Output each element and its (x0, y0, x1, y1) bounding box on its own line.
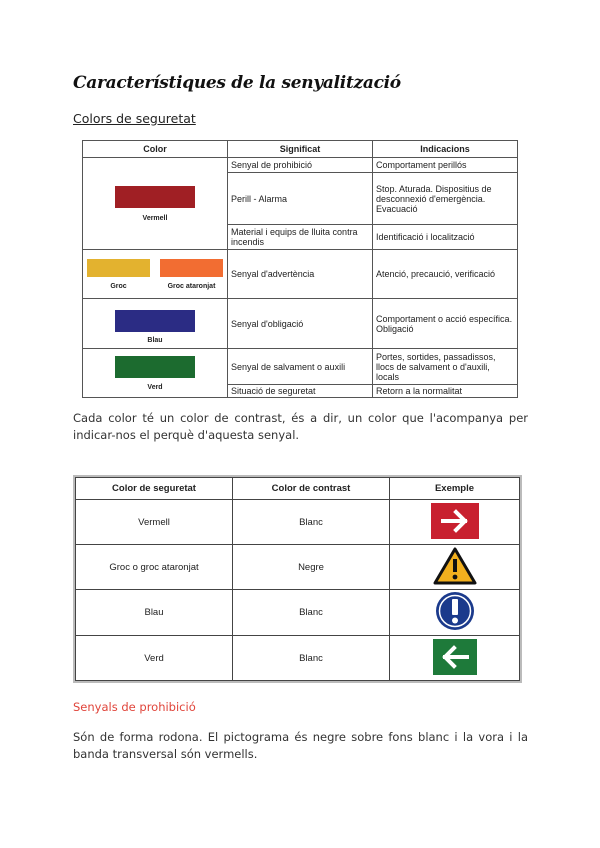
table-cell: Comportament perillós (373, 158, 518, 173)
table-cell: Atenció, precaució, verificació (373, 250, 518, 299)
table-cell: Groc o groc ataronjat (76, 545, 233, 590)
color-cell-blue (83, 299, 228, 349)
table-cell: Verd (76, 636, 233, 681)
color-label: Groc ataronjat (167, 282, 216, 290)
table-cell: Senyal de salvament o auxili (228, 349, 373, 385)
prohibition-paragraph: Són de forma rodona. El pictograma és negre sobre fons blanc i la vora i la banda transversal són vermells. (73, 730, 528, 761)
yellow-swatch (87, 259, 150, 277)
table-cell: Comportament o acció específica. Obligació (373, 299, 518, 349)
warning-triangle-icon (433, 547, 477, 585)
table-cell: Senyal de prohibició (228, 158, 373, 173)
color-label: Groc (110, 282, 127, 290)
table-cell: Senyal d'advertència (228, 250, 373, 299)
contrast-paragraph: Cada color té un color de contrast, és a dir, un color que l'acompanya per indicar-nos el perquè d'aquesta senyal. (73, 411, 528, 442)
table-cell: Blanc (233, 636, 390, 681)
column-header-exemple: Exemple (390, 478, 520, 500)
column-header-color: Color (83, 141, 228, 158)
column-header-seguretat: Color de seguretat (76, 478, 233, 500)
red-swatch (115, 186, 195, 208)
page-title: Característiques de la senyalització (73, 73, 401, 93)
blue-swatch (115, 310, 195, 332)
table-cell: Portes, sortides, passadissos, llocs de salvament o d'auxili, locals (373, 349, 518, 385)
column-header-indicacions: Indicacions (373, 141, 518, 158)
table-cell: Blanc (233, 590, 390, 636)
column-header-significat: Significat (228, 141, 373, 158)
arrow-left-icon (433, 639, 477, 675)
section-heading-colors: Colors de seguretat (73, 111, 196, 126)
orange-swatch (160, 259, 223, 277)
color-label: Blau (147, 336, 163, 344)
color-cell-yellow-orange (83, 250, 228, 299)
table-cell: Blanc (233, 500, 390, 545)
safety-colors-table (82, 140, 518, 398)
table-cell: Material i equips de lluita contra incendis (228, 225, 373, 250)
color-label: Verd (147, 383, 163, 391)
column-header-contrast: Color de contrast (233, 478, 390, 500)
table-cell: Blau (76, 590, 233, 636)
example-cell (390, 500, 520, 545)
example-cell (390, 545, 520, 590)
table-cell: Retorn a la normalitat (373, 385, 518, 398)
color-cell-green (83, 349, 228, 398)
example-cell (390, 636, 520, 681)
color-cell-red (83, 158, 228, 250)
table-cell: Vermell (76, 500, 233, 545)
color-label: Vermell (142, 214, 168, 222)
exclamation-circle-icon (435, 591, 475, 631)
section-heading-prohibicio: Senyals de prohibició (73, 700, 196, 714)
green-swatch (115, 356, 195, 378)
table-cell: Perill - Alarma (228, 173, 373, 225)
arrow-right-icon (431, 503, 479, 539)
contrast-colors-table (75, 477, 520, 681)
table-cell: Negre (233, 545, 390, 590)
table-cell: Senyal d'obligació (228, 299, 373, 349)
table-cell: Situació de seguretat (228, 385, 373, 398)
example-cell (390, 590, 520, 636)
table-cell: Stop. Aturada. Dispositius de desconnexió d'emergència. Evacuació (373, 173, 518, 225)
table-cell: Identificació i localització (373, 225, 518, 250)
